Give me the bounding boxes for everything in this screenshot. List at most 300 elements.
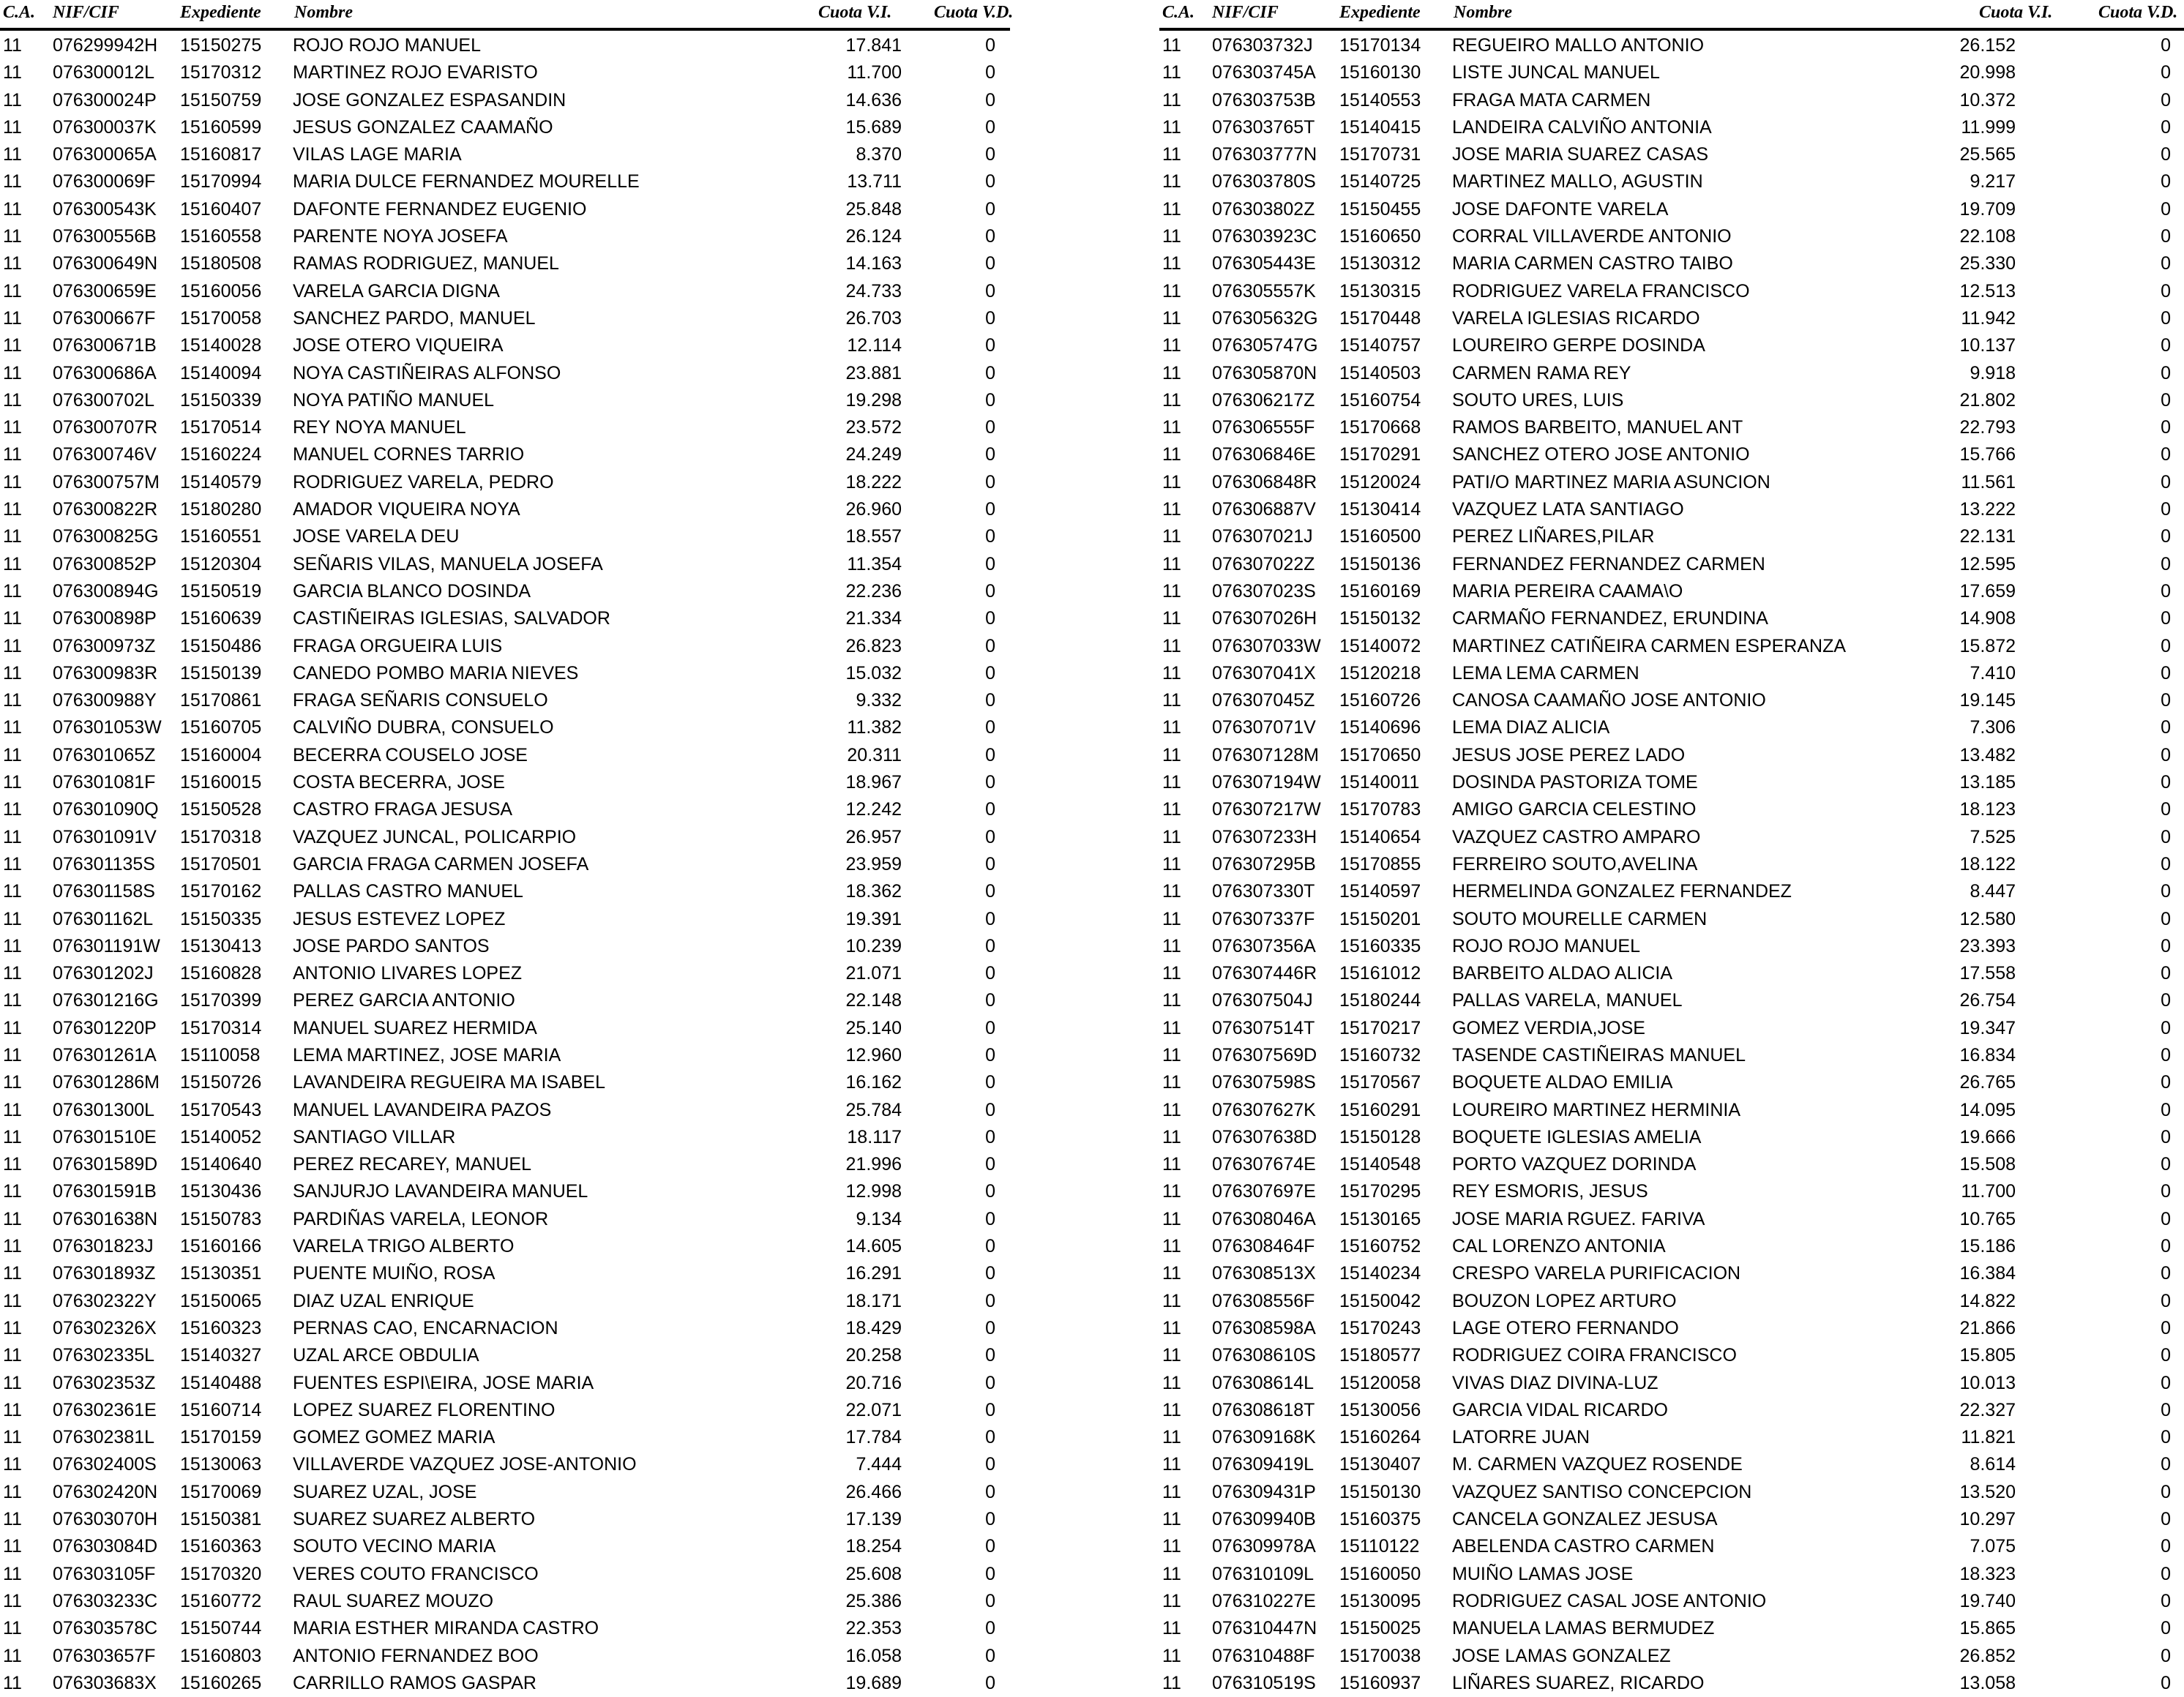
- cell-expediente: 15160752: [1339, 1236, 1421, 1257]
- cell-ca: 11: [1162, 990, 1181, 1011]
- cell-nombre: M. CARMEN VAZQUEZ ROSENDE: [1452, 1454, 1743, 1475]
- cell-ca: 11: [1162, 1181, 1181, 1202]
- cell-ca: 11: [1162, 1099, 1181, 1120]
- table-row: [0, 714, 1010, 741]
- cell-cuota-vd: 0: [985, 144, 995, 165]
- cell-nombre: MARIA PEREIRA CAAMA\O: [1452, 580, 1683, 602]
- cell-nif: 076301591B: [53, 1181, 157, 1202]
- cell-nif: 076307233H: [1212, 826, 1317, 847]
- cell-ca: 11: [3, 1672, 22, 1693]
- cell-cuota-vd: 0: [2161, 608, 2171, 629]
- cell-ca: 11: [1162, 1427, 1181, 1448]
- cell-cuota-vi: 14.636: [845, 89, 902, 110]
- cell-nif: 076300757M: [53, 471, 160, 492]
- table-row: [1159, 87, 2184, 114]
- cell-cuota-vi: 26.703: [845, 307, 902, 329]
- cell-cuota-vi: 12.580: [1959, 908, 2016, 929]
- table-row: [0, 1615, 1010, 1642]
- table-row: [1159, 32, 2184, 59]
- cell-expediente: 15140028: [180, 335, 262, 356]
- cell-nombre: DOSINDA PASTORIZA TOME: [1452, 772, 1698, 793]
- cell-cuota-vi: 14.163: [845, 253, 902, 274]
- cell-cuota-vi: 16.291: [845, 1263, 902, 1284]
- cell-nombre: FERNANDEZ FERNANDEZ CARMEN: [1452, 553, 1765, 574]
- table-row: [1159, 1342, 2184, 1369]
- cell-expediente: 15160130: [1339, 62, 1421, 83]
- table-row: [0, 824, 1010, 851]
- cell-cuota-vi: 25.784: [845, 1099, 902, 1120]
- cell-cuota-vd: 0: [2161, 772, 2171, 793]
- table-row: [0, 1479, 1010, 1506]
- cell-cuota-vd: 0: [985, 908, 995, 929]
- cell-cuota-vd: 0: [985, 635, 995, 656]
- cell-nif: 076301510E: [53, 1126, 157, 1147]
- table-row: [1159, 1206, 2184, 1233]
- cell-nombre: ANTONIO LIVARES LOPEZ: [293, 963, 523, 984]
- cell-ca: 11: [3, 1044, 22, 1065]
- cell-expediente: 15160323: [180, 1317, 262, 1338]
- cell-expediente: 15120304: [180, 553, 262, 574]
- cell-expediente: 15170069: [180, 1481, 262, 1502]
- cell-nombre: REGUEIRO MALLO ANTONIO: [1452, 35, 1705, 56]
- cell-expediente: 15140488: [180, 1372, 262, 1393]
- cell-nif: 076301286M: [53, 1072, 160, 1093]
- cell-cuota-vi: 25.848: [845, 198, 902, 220]
- cell-cuota-vd: 0: [985, 1099, 995, 1120]
- cell-nif: 076300649N: [53, 253, 158, 274]
- cell-nif: 076301893Z: [53, 1263, 156, 1284]
- cell-cuota-vi: 18.122: [1959, 853, 2016, 874]
- cell-cuota-vi: 23.959: [845, 853, 902, 874]
- cell-nif: 076303084D: [53, 1536, 158, 1557]
- table-row: [1159, 1397, 2184, 1424]
- cell-expediente: 15160015: [180, 772, 262, 793]
- cell-ca: 11: [3, 1072, 22, 1093]
- cell-cuota-vi: 12.595: [1959, 553, 2016, 574]
- cell-cuota-vd: 0: [2161, 1481, 2171, 1502]
- cell-cuota-vi: 8.614: [1970, 1454, 2016, 1475]
- cell-cuota-vd: 0: [985, 772, 995, 793]
- cell-expediente: 15180577: [1339, 1345, 1421, 1366]
- cell-ca: 11: [1162, 881, 1181, 902]
- cell-cuota-vi: 16.834: [1959, 1044, 2016, 1065]
- cell-cuota-vd: 0: [2161, 1399, 2171, 1420]
- cell-expediente: 15140503: [1339, 362, 1421, 383]
- cell-ca: 11: [3, 335, 22, 356]
- cell-ca: 11: [3, 772, 22, 793]
- cell-cuota-vd: 0: [985, 62, 995, 83]
- cell-nombre: COSTA BECERRA, JOSE: [293, 772, 505, 793]
- cell-cuota-vd: 0: [985, 499, 995, 520]
- cell-nombre: VAZQUEZ JUNCAL, POLICARPIO: [293, 826, 577, 847]
- cell-nombre: JOSE OTERO VIQUEIRA: [293, 335, 504, 356]
- cell-expediente: 15150128: [1339, 1126, 1421, 1147]
- cell-expediente: 15170861: [180, 690, 262, 711]
- cell-nombre: MARTINEZ CATIÑEIRA CARMEN ESPERANZA: [1452, 635, 1847, 656]
- cell-cuota-vd: 0: [2161, 35, 2171, 56]
- table-row: [1159, 1561, 2184, 1588]
- cell-cuota-vd: 0: [2161, 362, 2171, 383]
- cell-ca: 11: [1162, 1154, 1181, 1175]
- header-cuota-vi: Cuota V.I.: [818, 3, 892, 22]
- table-row: [1159, 305, 2184, 332]
- table-row: [0, 1042, 1010, 1069]
- cell-ca: 11: [3, 580, 22, 602]
- table-row: [0, 360, 1010, 387]
- cell-ca: 11: [3, 635, 22, 656]
- table-row: [0, 878, 1010, 905]
- cell-expediente: 15160714: [180, 1399, 262, 1420]
- cell-nombre: SOUTO URES, LUIS: [1452, 389, 1624, 411]
- cell-ca: 11: [3, 198, 22, 220]
- cell-ca: 11: [3, 1345, 22, 1366]
- cell-expediente: 15170291: [1339, 444, 1421, 465]
- cell-nombre: MUIÑO LAMAS JOSE: [1452, 1563, 1634, 1584]
- cell-ca: 11: [3, 990, 22, 1011]
- cell-nif: 076300659E: [53, 280, 157, 301]
- cell-ca: 11: [1162, 417, 1181, 438]
- table-row: [0, 441, 1010, 468]
- table-row: [1159, 878, 2184, 905]
- table-row: [0, 1151, 1010, 1178]
- cell-nif: 076307598S: [1212, 1072, 1316, 1093]
- cell-nombre: RAMAS RODRIGUEZ, MANUEL: [293, 253, 559, 274]
- cell-expediente: 15130407: [1339, 1454, 1421, 1475]
- cell-nombre: PEREZ GARCIA ANTONIO: [293, 990, 515, 1011]
- cell-nif: 076300686A: [53, 362, 157, 383]
- cell-nombre: FRAGA ORGUEIRA LUIS: [293, 635, 503, 656]
- cell-cuota-vi: 9.134: [856, 1208, 902, 1229]
- cell-expediente: 15140553: [1339, 89, 1421, 110]
- cell-cuota-vi: 19.347: [1959, 1017, 2016, 1038]
- cell-nombre: MARIA ESTHER MIRANDA CASTRO: [293, 1618, 599, 1639]
- cell-nombre: BOQUETE IGLESIAS AMELIA: [1452, 1126, 1702, 1147]
- cell-nif: 076310488F: [1212, 1645, 1315, 1666]
- cell-expediente: 15140548: [1339, 1154, 1421, 1175]
- cell-nombre: LOUREIRO MARTINEZ HERMINIA: [1452, 1099, 1741, 1120]
- cell-cuota-vi: 10.137: [1959, 335, 2016, 356]
- cell-cuota-vd: 0: [985, 1317, 995, 1338]
- cell-cuota-vi: 12.242: [845, 799, 902, 820]
- cell-expediente: 15140597: [1339, 881, 1421, 902]
- table-row: [0, 906, 1010, 933]
- cell-expediente: 15150726: [180, 1072, 262, 1093]
- table-row: [1159, 933, 2184, 960]
- cell-cuota-vd: 0: [2161, 1208, 2171, 1229]
- cell-nombre: AMIGO GARCIA CELESTINO: [1452, 799, 1697, 820]
- cell-cuota-vd: 0: [985, 1563, 995, 1584]
- cell-expediente: 15150759: [180, 89, 262, 110]
- cell-cuota-vd: 0: [985, 1017, 995, 1038]
- cell-nombre: CAL LORENZO ANTONIA: [1452, 1236, 1666, 1257]
- cell-nombre: LOUREIRO GERPE DOSINDA: [1452, 335, 1705, 356]
- table-row: [1159, 1588, 2184, 1615]
- cell-expediente: 15150042: [1339, 1290, 1421, 1311]
- cell-ca: 11: [1162, 280, 1181, 301]
- cell-ca: 11: [1162, 35, 1181, 56]
- cell-nif: 076306848R: [1212, 471, 1317, 492]
- cell-cuota-vd: 0: [985, 1345, 995, 1366]
- table-row: [0, 1397, 1010, 1424]
- cell-nif: 076303657F: [53, 1645, 156, 1666]
- cell-nombre: FUENTES ESPI\EIRA, JOSE MARIA: [293, 1372, 594, 1393]
- table-row: [0, 523, 1010, 550]
- cell-nombre: SANCHEZ PARDO, MANUEL: [293, 307, 536, 329]
- cell-expediente: 15170038: [1339, 1645, 1421, 1666]
- cell-ca: 11: [3, 690, 22, 711]
- cell-nombre: ROJO ROJO MANUEL: [1452, 935, 1640, 956]
- cell-ca: 11: [1162, 635, 1181, 656]
- cell-ca: 11: [3, 389, 22, 411]
- cell-cuota-vi: 26.823: [845, 635, 902, 656]
- cell-expediente: 15170567: [1339, 1072, 1421, 1093]
- cell-expediente: 15150486: [180, 635, 262, 656]
- cell-cuota-vd: 0: [985, 198, 995, 220]
- cell-expediente: 15160224: [180, 444, 262, 465]
- cell-nombre: CARMEN RAMA REY: [1452, 362, 1631, 383]
- table-row: [0, 687, 1010, 714]
- cell-nif: 076302353Z: [53, 1372, 156, 1393]
- cell-nombre: REY NOYA MANUEL: [293, 417, 466, 438]
- table-row: [1159, 906, 2184, 933]
- cell-expediente: 15160169: [1339, 580, 1421, 602]
- cell-nif: 076303777N: [1212, 144, 1317, 165]
- cell-cuota-vi: 22.327: [1959, 1399, 2016, 1420]
- cell-nif: 076307569D: [1212, 1044, 1317, 1065]
- cell-cuota-vd: 0: [2161, 1126, 2171, 1147]
- cell-cuota-vi: 18.362: [845, 881, 902, 902]
- cell-expediente: 15110058: [180, 1044, 261, 1065]
- cell-expediente: 15150132: [1339, 608, 1421, 629]
- cell-cuota-vd: 0: [2161, 990, 2171, 1011]
- cell-cuota-vi: 26.754: [1959, 990, 2016, 1011]
- cell-ca: 11: [3, 417, 22, 438]
- cell-expediente: 15140094: [180, 362, 262, 383]
- cell-nif: 076301216G: [53, 990, 159, 1011]
- cell-expediente: 15170994: [180, 171, 262, 192]
- cell-expediente: 15150528: [180, 799, 262, 820]
- cell-nombre: MANUEL CORNES TARRIO: [293, 444, 525, 465]
- cell-cuota-vi: 19.145: [1959, 690, 2016, 711]
- cell-cuota-vd: 0: [985, 1672, 995, 1693]
- cell-cuota-vd: 0: [985, 1263, 995, 1284]
- table-row: [0, 1097, 1010, 1124]
- cell-cuota-vi: 18.254: [845, 1536, 902, 1557]
- cell-nif: 076300065A: [53, 144, 157, 165]
- cell-ca: 11: [1162, 908, 1181, 929]
- cell-ca: 11: [1162, 116, 1181, 138]
- cell-nif: 076310109L: [1212, 1563, 1314, 1584]
- cell-nombre: CRESPO VARELA PURIFICACION: [1452, 1263, 1741, 1284]
- cell-expediente: 15150136: [1339, 553, 1421, 574]
- table-row: [0, 1561, 1010, 1588]
- cell-expediente: 15170058: [180, 307, 262, 329]
- cell-ca: 11: [3, 908, 22, 929]
- cell-cuota-vi: 8.370: [856, 144, 902, 165]
- cell-nif: 076301158S: [53, 881, 155, 902]
- cell-cuota-vd: 0: [985, 417, 995, 438]
- cell-nif: 076307446R: [1212, 963, 1317, 984]
- cell-cuota-vi: 18.967: [845, 772, 902, 793]
- cell-ca: 11: [1162, 253, 1181, 274]
- cell-expediente: 15150744: [180, 1618, 262, 1639]
- table-row: [1159, 278, 2184, 305]
- cell-nombre: LAVANDEIRA REGUEIRA MA ISABEL: [293, 1072, 606, 1093]
- cell-cuota-vi: 9.217: [1970, 171, 2016, 192]
- cell-cuota-vi: 14.822: [1959, 1290, 2016, 1311]
- cell-cuota-vd: 0: [985, 226, 995, 247]
- cell-ca: 11: [3, 717, 22, 738]
- cell-cuota-vi: 11.942: [1961, 307, 2016, 329]
- cell-cuota-vd: 0: [985, 990, 995, 1011]
- cell-cuota-vi: 12.513: [1959, 280, 2016, 301]
- cell-nombre: PALLAS VARELA, MANUEL: [1452, 990, 1683, 1011]
- cell-ca: 11: [1162, 389, 1181, 411]
- cell-nombre: FERREIRO SOUTO,AVELINA: [1452, 853, 1698, 874]
- cell-nombre: LISTE JUNCAL MANUEL: [1452, 62, 1660, 83]
- cell-ca: 11: [3, 1399, 22, 1420]
- cell-nombre: MARTINEZ MALLO, AGUSTIN: [1452, 171, 1703, 192]
- cell-nif: 076300988Y: [53, 690, 157, 711]
- cell-cuota-vd: 0: [985, 1044, 995, 1065]
- cell-cuota-vd: 0: [985, 608, 995, 629]
- cell-ca: 11: [1162, 444, 1181, 465]
- cell-expediente: 15130056: [1339, 1399, 1421, 1420]
- cell-cuota-vi: 25.565: [1959, 144, 2016, 165]
- cell-ca: 11: [3, 471, 22, 492]
- cell-ca: 11: [1162, 1126, 1181, 1147]
- cell-nombre: CARRILLO RAMOS GASPAR: [293, 1672, 536, 1693]
- table-row: [0, 1451, 1010, 1478]
- cell-nif: 076308464F: [1212, 1236, 1315, 1257]
- cell-expediente: 15160375: [1339, 1509, 1421, 1530]
- cell-nombre: PERNAS CAO, ENCARNACION: [293, 1317, 558, 1338]
- cell-nif: 076305557K: [1212, 280, 1316, 301]
- cell-nombre: GARCIA FRAGA CARMEN JOSEFA: [293, 853, 589, 874]
- cell-ca: 11: [1162, 144, 1181, 165]
- cell-nif: 076301065Z: [53, 744, 156, 765]
- table-row: [1159, 523, 2184, 550]
- cell-nif: 076300543K: [53, 198, 157, 220]
- cell-nombre: PALLAS CASTRO MANUEL: [293, 881, 523, 902]
- cell-cuota-vi: 19.689: [845, 1672, 902, 1693]
- cell-nombre: ANTONIO FERNANDEZ BOO: [293, 1645, 539, 1666]
- table-row: [0, 1670, 1010, 1697]
- cell-nombre: LEMA LEMA CARMEN: [1452, 662, 1639, 683]
- cell-nif: 076301220P: [53, 1017, 157, 1038]
- cell-nombre: JOSE PARDO SANTOS: [293, 935, 490, 956]
- cell-expediente: 15160291: [1339, 1099, 1421, 1120]
- cell-cuota-vd: 0: [2161, 253, 2171, 274]
- cell-ca: 11: [1162, 1454, 1181, 1475]
- cell-cuota-vi: 17.558: [1959, 963, 2016, 984]
- cell-cuota-vi: 19.298: [845, 389, 902, 411]
- cell-ca: 11: [3, 1645, 22, 1666]
- cell-cuota-vd: 0: [2161, 1072, 2171, 1093]
- table-row: [1159, 1015, 2184, 1042]
- cell-cuota-vi: 21.334: [845, 608, 902, 629]
- cell-nif: 076310227E: [1212, 1590, 1316, 1611]
- cell-nombre: PEREZ LIÑARES,PILAR: [1452, 526, 1655, 547]
- cell-nombre: NOYA PATIÑO MANUEL: [293, 389, 495, 411]
- cell-expediente: 15160050: [1339, 1563, 1421, 1584]
- cell-cuota-vi: 15.508: [1959, 1154, 2016, 1175]
- header-nombre: Nombre: [1454, 3, 1512, 22]
- cell-cuota-vi: 20.311: [847, 744, 902, 765]
- table-row: [1159, 824, 2184, 851]
- left-header-row: [0, 0, 1014, 31]
- cell-cuota-vi: 17.841: [845, 35, 902, 56]
- cell-cuota-vi: 15.186: [1959, 1236, 2016, 1257]
- cell-expediente: 15150335: [180, 908, 262, 929]
- cell-cuota-vi: 19.666: [1959, 1126, 2016, 1147]
- cell-nombre: JOSE MARIA RGUEZ. FARIVA: [1452, 1208, 1705, 1229]
- table-row: [0, 250, 1010, 277]
- cell-expediente: 15170295: [1339, 1181, 1421, 1202]
- table-row: [0, 933, 1010, 960]
- cell-expediente: 15160558: [180, 226, 262, 247]
- cell-expediente: 15150201: [1339, 908, 1421, 929]
- cell-nombre: PARENTE NOYA JOSEFA: [293, 226, 508, 247]
- cell-cuota-vd: 0: [2161, 1099, 2171, 1120]
- cell-nombre: LOPEZ SUAREZ FLORENTINO: [293, 1399, 556, 1420]
- cell-cuota-vd: 0: [985, 171, 995, 192]
- cell-nif: 076307033W: [1212, 635, 1321, 656]
- cell-nif: 076303765T: [1212, 116, 1315, 138]
- cell-expediente: 15160335: [1339, 935, 1421, 956]
- cell-nif: 076309940B: [1212, 1509, 1316, 1530]
- cell-expediente: 15150025: [1339, 1618, 1421, 1639]
- cell-nombre: SANCHEZ OTERO JOSE ANTONIO: [1452, 444, 1750, 465]
- cell-expediente: 15140415: [1339, 116, 1421, 138]
- cell-cuota-vi: 7.075: [1970, 1536, 2016, 1557]
- table-row: [0, 278, 1010, 305]
- table-row: [1159, 59, 2184, 86]
- cell-nombre: GARCIA BLANCO DOSINDA: [293, 580, 531, 602]
- cell-cuota-vi: 15.032: [845, 662, 902, 683]
- cell-nombre: RODRIGUEZ VARELA, PEDRO: [293, 471, 554, 492]
- table-row: [0, 496, 1010, 523]
- cell-expediente: 15160500: [1339, 526, 1421, 547]
- cell-ca: 11: [3, 253, 22, 274]
- cell-ca: 11: [3, 553, 22, 574]
- table-row: [1159, 1370, 2184, 1397]
- cell-nif: 076308513X: [1212, 1263, 1316, 1284]
- cell-expediente: 15160772: [180, 1590, 262, 1611]
- cell-nif: 076300702L: [53, 389, 155, 411]
- cell-ca: 11: [1162, 1481, 1181, 1502]
- cell-nif: 076300825G: [53, 526, 159, 547]
- cell-expediente: 15170543: [180, 1099, 262, 1120]
- cell-cuota-vd: 0: [2161, 89, 2171, 110]
- cell-expediente: 15170318: [180, 826, 262, 847]
- table-row: [0, 1288, 1010, 1315]
- table-row: [0, 987, 1010, 1014]
- cell-cuota-vi: 11.700: [1961, 1181, 2016, 1202]
- cell-cuota-vi: 15.689: [845, 116, 902, 138]
- cell-ca: 11: [1162, 1263, 1181, 1284]
- cell-cuota-vd: 0: [2161, 389, 2171, 411]
- cell-nombre: SANJURJO LAVANDEIRA MANUEL: [293, 1181, 588, 1202]
- cell-nif: 076301053W: [53, 717, 162, 738]
- table-row: [0, 1124, 1010, 1151]
- cell-ca: 11: [1162, 744, 1181, 765]
- cell-nif: 076300667F: [53, 307, 156, 329]
- cell-cuota-vi: 13.185: [1959, 772, 2016, 793]
- cell-cuota-vi: 22.236: [845, 580, 902, 602]
- cell-expediente: 15160726: [1339, 690, 1421, 711]
- cell-nif: 076307356A: [1212, 935, 1316, 956]
